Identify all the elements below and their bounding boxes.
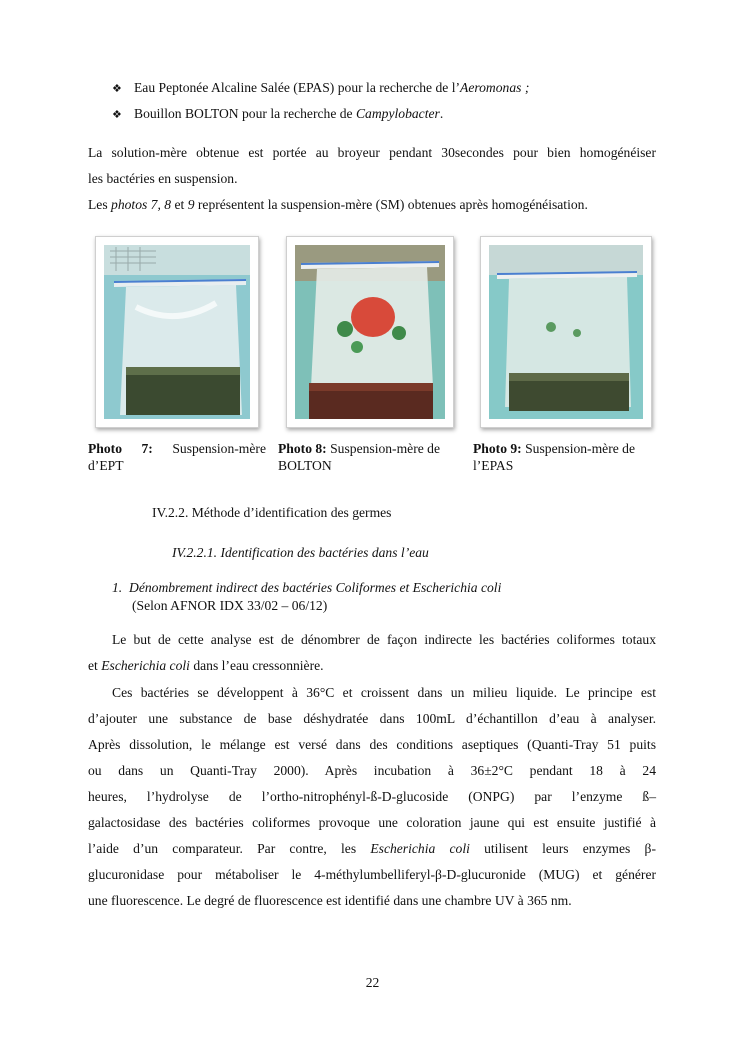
italic-span: Escherichia coli xyxy=(101,658,190,673)
para-line: Ces bactéries se développent à 36°C et croissent dans un milieu liquide. Le principe est xyxy=(112,685,656,700)
item-title xyxy=(112,580,501,596)
text-span: Les xyxy=(88,197,112,212)
item-reference: (Selon AFNOR IDX 33/02 – 06/12) xyxy=(132,598,328,613)
photo-ept-bag-icon xyxy=(96,237,258,427)
caption-text: Suspension-mère de xyxy=(330,441,440,456)
para-line: Le but de cette analyse est de dénombrer de façon indirecte les bactéries coliformes totaux xyxy=(112,632,656,647)
photo-7 xyxy=(95,236,259,428)
caption-label: Photo 7: xyxy=(88,441,153,456)
caption-text: d’EPT xyxy=(88,458,124,473)
italic-span: Escherichia coli xyxy=(370,841,470,856)
bullet-epas xyxy=(112,80,529,96)
bullet-text: Bouillon BOLTON pour la recherche de xyxy=(134,106,356,121)
caption-text: Suspension-mère de xyxy=(525,441,635,456)
text-span: et xyxy=(171,197,188,212)
text-span: représentent la suspension-mère (SM) obtenues après homogénéisation. xyxy=(194,197,588,212)
page-number: 22 xyxy=(365,975,380,990)
text-span: dans l’eau cressonnière. xyxy=(189,658,324,673)
italic-span: 9 xyxy=(187,197,195,212)
diamond-bullet-icon: ❖ xyxy=(112,83,122,95)
para-line: glucuronidase pour métaboliser le 4-méthylumbelliferyl-β-D-glucuronide (MUG) et générer xyxy=(88,867,656,882)
paragraph-suspension xyxy=(88,140,656,192)
paragraph-objective xyxy=(88,627,656,679)
text-span: et xyxy=(88,658,102,673)
photo-bolton-bag-icon xyxy=(287,237,453,427)
caption-label: Photo 9: xyxy=(473,441,522,456)
para-line: La solution-mère obtenue est portée au broyeur pendant 30secondes pour bien homogénéiser xyxy=(88,145,656,160)
para-line: Après dissolution, le mélange est versé dans des conditions aseptiques (Quanti-Tray 51 puits xyxy=(88,737,656,752)
caption-text: Suspension-mère xyxy=(172,441,266,456)
para-line: d’ajouter une substance de base déshydratée dans 100mL d’échantillon d’eau à analyser. xyxy=(88,711,656,726)
diamond-bullet-icon: ❖ xyxy=(112,109,122,121)
para-line: les bactéries en suspension. xyxy=(88,171,238,186)
italic-span: photos 7, 8 xyxy=(111,197,172,212)
photo-8 xyxy=(286,236,454,428)
item-number: 1. xyxy=(112,580,123,595)
para-line: ou dans un Quanti-Tray 2000). Après incubation à 36±2°C pendant 18 à 24 xyxy=(88,763,656,778)
photo-epas-bag-icon xyxy=(481,237,651,427)
caption-photo-9 xyxy=(473,440,658,474)
para-line: heures, l’hydrolyse de l’ortho-nitrophényl-ß-D-glucoside (ONPG) par l’enzyme ß– xyxy=(88,789,656,804)
bullet-italic: Aeromonas ; xyxy=(460,80,530,95)
para-line xyxy=(88,653,656,679)
caption-photo-7 xyxy=(88,440,266,474)
paragraph-photos-ref xyxy=(88,192,588,218)
bullet-bolton xyxy=(112,106,443,122)
caption-photo-8 xyxy=(278,440,463,474)
para-line: une fluorescence. Le degré de fluorescence est identifié dans une chambre UV à 365 nm. xyxy=(88,893,572,908)
bullet-italic: Campylobacter xyxy=(355,106,440,121)
text-span: utilisent leurs enzymes β- xyxy=(469,841,656,856)
text-span: l’aide d’un comparateur. Par contre, les xyxy=(88,841,371,856)
caption-text: l’EPAS xyxy=(473,458,514,473)
paragraph-principle xyxy=(88,680,656,914)
subsection-heading: IV.2.2.1. Identification des bactéries dans l’eau xyxy=(172,545,429,560)
photo-9 xyxy=(480,236,652,428)
para-line: galactosidase des bactéries coliformes provoque une coloration jaune qui est ensuite justifié à xyxy=(88,815,656,830)
section-heading: IV.2.2. Méthode d’identification des germes xyxy=(152,505,392,520)
para-line xyxy=(88,836,656,862)
caption-label: Photo 8: xyxy=(278,441,327,456)
caption-text: BOLTON xyxy=(278,458,332,473)
item-title-text: Dénombrement indirect des bactéries Coliformes et Escherichia coli xyxy=(129,580,502,595)
bullet-text-end: . xyxy=(439,106,444,121)
bullet-text: Eau Peptonée Alcaline Salée (EPAS) pour la recherche de l’ xyxy=(134,80,461,95)
